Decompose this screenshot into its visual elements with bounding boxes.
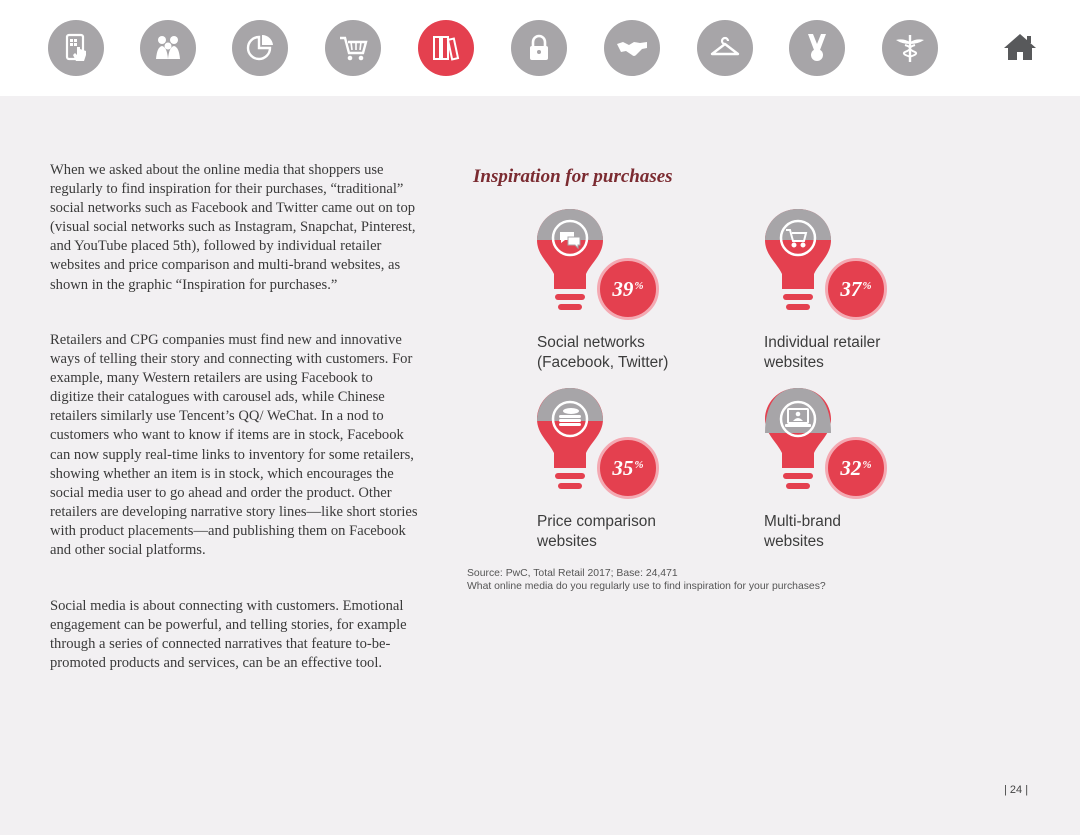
value-badge-multi-brand: 32 % [825, 437, 887, 499]
body-paragraph-3: Social media is about connecting with customers. Emotional engagement can be powerful, and telling stories, for example through a series of connected narratives that feature to-be-promoted products and services, can be an effective tool. [50, 598, 407, 672]
home-icon[interactable] [1002, 30, 1038, 64]
value-badge-price-comparison: 35 % [597, 437, 659, 499]
nav-books-icon[interactable] [418, 20, 474, 76]
infographic-title: Inspiration for purchases [473, 166, 673, 187]
nav-medal-icon[interactable] [789, 20, 845, 76]
laptop-person-icon [785, 409, 811, 427]
bulb-individual-retailer [763, 207, 833, 319]
nav-padlock-icon[interactable] [511, 20, 567, 76]
label-multi-brand: Multi-brand websites [764, 513, 841, 550]
value-badge-individual-retailer: 37 % [825, 258, 887, 320]
bulb-price-comparison [535, 386, 605, 498]
survey-question: What online media do you regularly use to find inspiration for your purchases? [467, 580, 826, 592]
source-note [467, 568, 826, 593]
nav-tablet-touch-icon[interactable] [48, 20, 104, 76]
page-number: | 24 | [1004, 784, 1029, 796]
nav-shopping-cart-icon[interactable] [325, 20, 381, 76]
nav-caduceus-icon[interactable] [882, 20, 938, 76]
nav-pie-chart-icon[interactable] [232, 20, 288, 76]
value-badge-social-networks: 39 % [597, 258, 659, 320]
body-paragraph-1: When we asked about the online media that shoppers use regularly to find inspiration for their purchases, “traditional” social networks such as Facebook and Twitter came out on top (visual social networks such as Instagram, Snapchat, Pinterest, and YouTube placed 5th), followed by individual retailer websites and price comparison and multi-brand websites, as shown in the graphic “Inspiration for purchases.” [50, 162, 416, 293]
label-social-networks: Social networks (Facebook, Twitter) [537, 334, 669, 371]
bulb-multi-brand [763, 386, 833, 498]
nav-people-group-icon[interactable] [140, 20, 196, 76]
top-navigation [0, 0, 1080, 96]
source-line: Source: PwC, Total Retail 2017; Base: 24,471 [467, 568, 678, 579]
label-individual-retailer: Individual retailer websites [764, 334, 881, 371]
body-paragraph-2: Retailers and CPG companies must find new and innovative ways of telling their story and connecting with customers. For example, many Western retailers are using Facebook to digitize their catalogues with carousel ads, while Chinese retailers similarly use Tencent’s QQ/ WeChat. In a nod to customers who want to know if items are in stock, Facebook can now supply real-time links to inventory for some retailers, showing whether an item is in stock, which encourages the social media user to go ahead and order the product. Other retailers are developing narrative story lines—like short stories with product placements—and publishing them on Facebook and other social platforms. [50, 332, 418, 559]
label-price-comparison: Price comparison websites [537, 513, 656, 550]
nav-hanger-icon[interactable] [697, 20, 753, 76]
nav-handshake-icon[interactable] [604, 20, 660, 76]
bulb-social-networks [535, 207, 605, 319]
